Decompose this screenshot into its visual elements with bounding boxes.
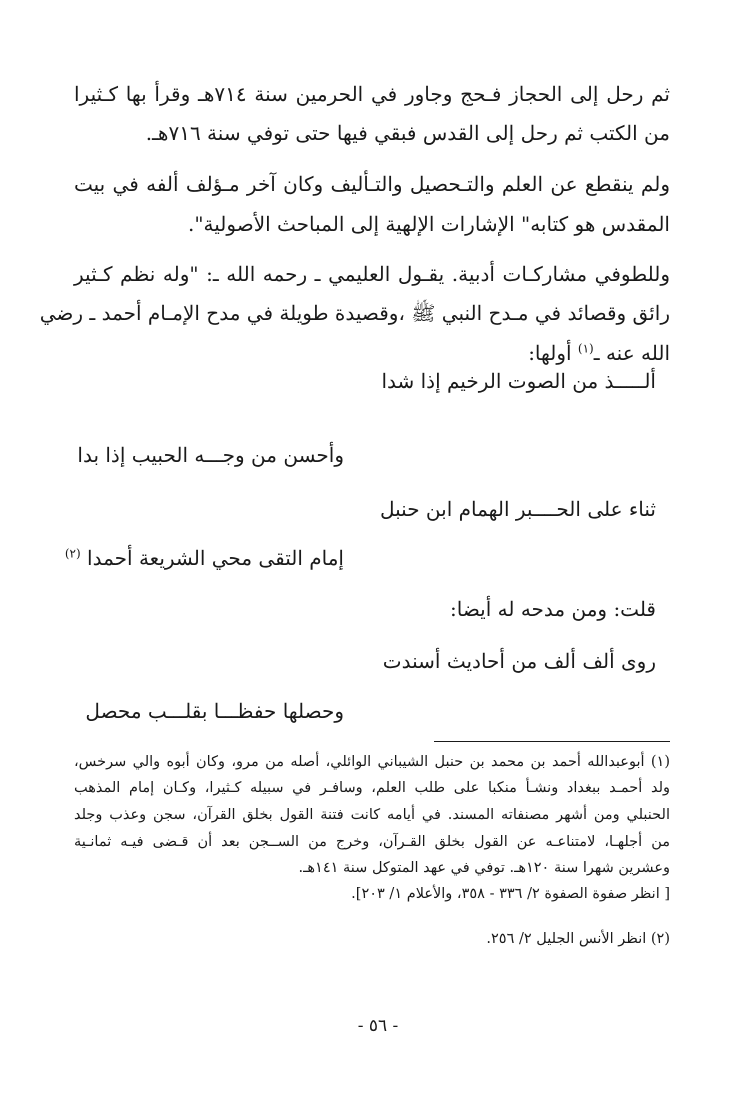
page-number: - ٥٦ -	[357, 1016, 399, 1036]
paragraph-2-line-2: المقدس هو كتابه" الإشارات الإلهية إلى المباحث الأصولية".	[187, 212, 670, 236]
footnote-1-line-3: الحنبلي ومن أشهر مصنفاته المسند. في أيامه كانت فتنة القول بخلق القرآن، سجن وعذب وجلد	[74, 807, 670, 823]
verse-2: وأحسن من وجـــه الحبيب إذا بدا	[77, 443, 344, 467]
paragraph-1-line-1: ثم رحل إلى الحجاز فـحج وجاور في الحرمين سنة ٧١٤هـ وقرأ بها كـثيرا	[74, 82, 670, 106]
footnote-1-line-2: ولد أحمـد ببغداد ونشـأ منكبا على طلب العلم، وسافـر في سبيله كـثيرا، وكـان إمام المذهب	[74, 780, 670, 796]
paragraph-3-line-3	[74, 339, 670, 367]
footnote-ref-2: (٢)	[64, 546, 81, 561]
footnote-ref-1: (١)	[577, 341, 594, 356]
footnote-1-line-1: (١) أبوعبدالله أحمد بن محمد بن حنبل الشيباني الوائلي، أصله من مرو، وكان أبوه والي سرخس،	[74, 754, 670, 770]
verse-4-text: إمام التقى محي الشريعة أحمدا	[87, 546, 344, 570]
verse-6: وحصلها حفظـــا بقلـــب محصل	[85, 699, 344, 723]
verse-3: ثناء على الحــــبر الهمام ابن حنبل	[379, 497, 656, 521]
footnote-1-line-6: [ انظر صفوة الصفوة ٢/ ٣٣٦ - ٣٥٨، والأعلام ١/ ٢٠٣].	[351, 886, 670, 902]
paragraph-2-line-1: ولم ينقطع عن العلم والتـحصيل والتـأليف وكان آخر مـؤلف ألفه في بيت	[74, 172, 670, 196]
paragraph-3-line-3-text: الله عنه ـ	[593, 341, 670, 365]
paragraph-3-line-2: رائق وقصائد في مـدح النبي ﷺ ،وقصيدة طويلة في مدح الإمـام أحمد ـ رضي	[39, 301, 670, 325]
footnote-1-line-5: وعشرين شهرا سنة ١٢٠هـ. توفي في عهد المتوكل سنة ١٤١هـ.	[298, 860, 670, 876]
paragraph-1-line-2: من الكتب ثم رحل إلى القدس فبقي فيها حتى توفي سنة ٧١٦هـ.	[145, 121, 670, 145]
verse-4	[65, 544, 344, 572]
footnote-2: (٢) انظر الأنس الجليل ٢/ ٢٥٦.	[486, 931, 670, 947]
verse-5: روى ألف ألف من أحاديث أسندت	[382, 649, 656, 673]
footnote-separator	[434, 741, 670, 742]
paragraph-3-line-1: وللطوفي مشاركـات أدبية. يقـول العليمي ـ رحمه الله ـ: "وله نظم كـثير	[74, 262, 670, 286]
footnote-1-line-4: من أجلهـا، لامتناعـه عن القول بخلق القـرآن، وخرج من الســجن بعد أن قـضى فيـه ثمانـية	[74, 834, 670, 850]
intro-line: قلت: ومن مدحه له أيضا:	[450, 597, 656, 621]
paragraph-3-line-3-end: أولها:	[528, 341, 578, 365]
verse-1: ألـــــذ من الصوت الرخيم إذا شدا	[381, 369, 656, 393]
